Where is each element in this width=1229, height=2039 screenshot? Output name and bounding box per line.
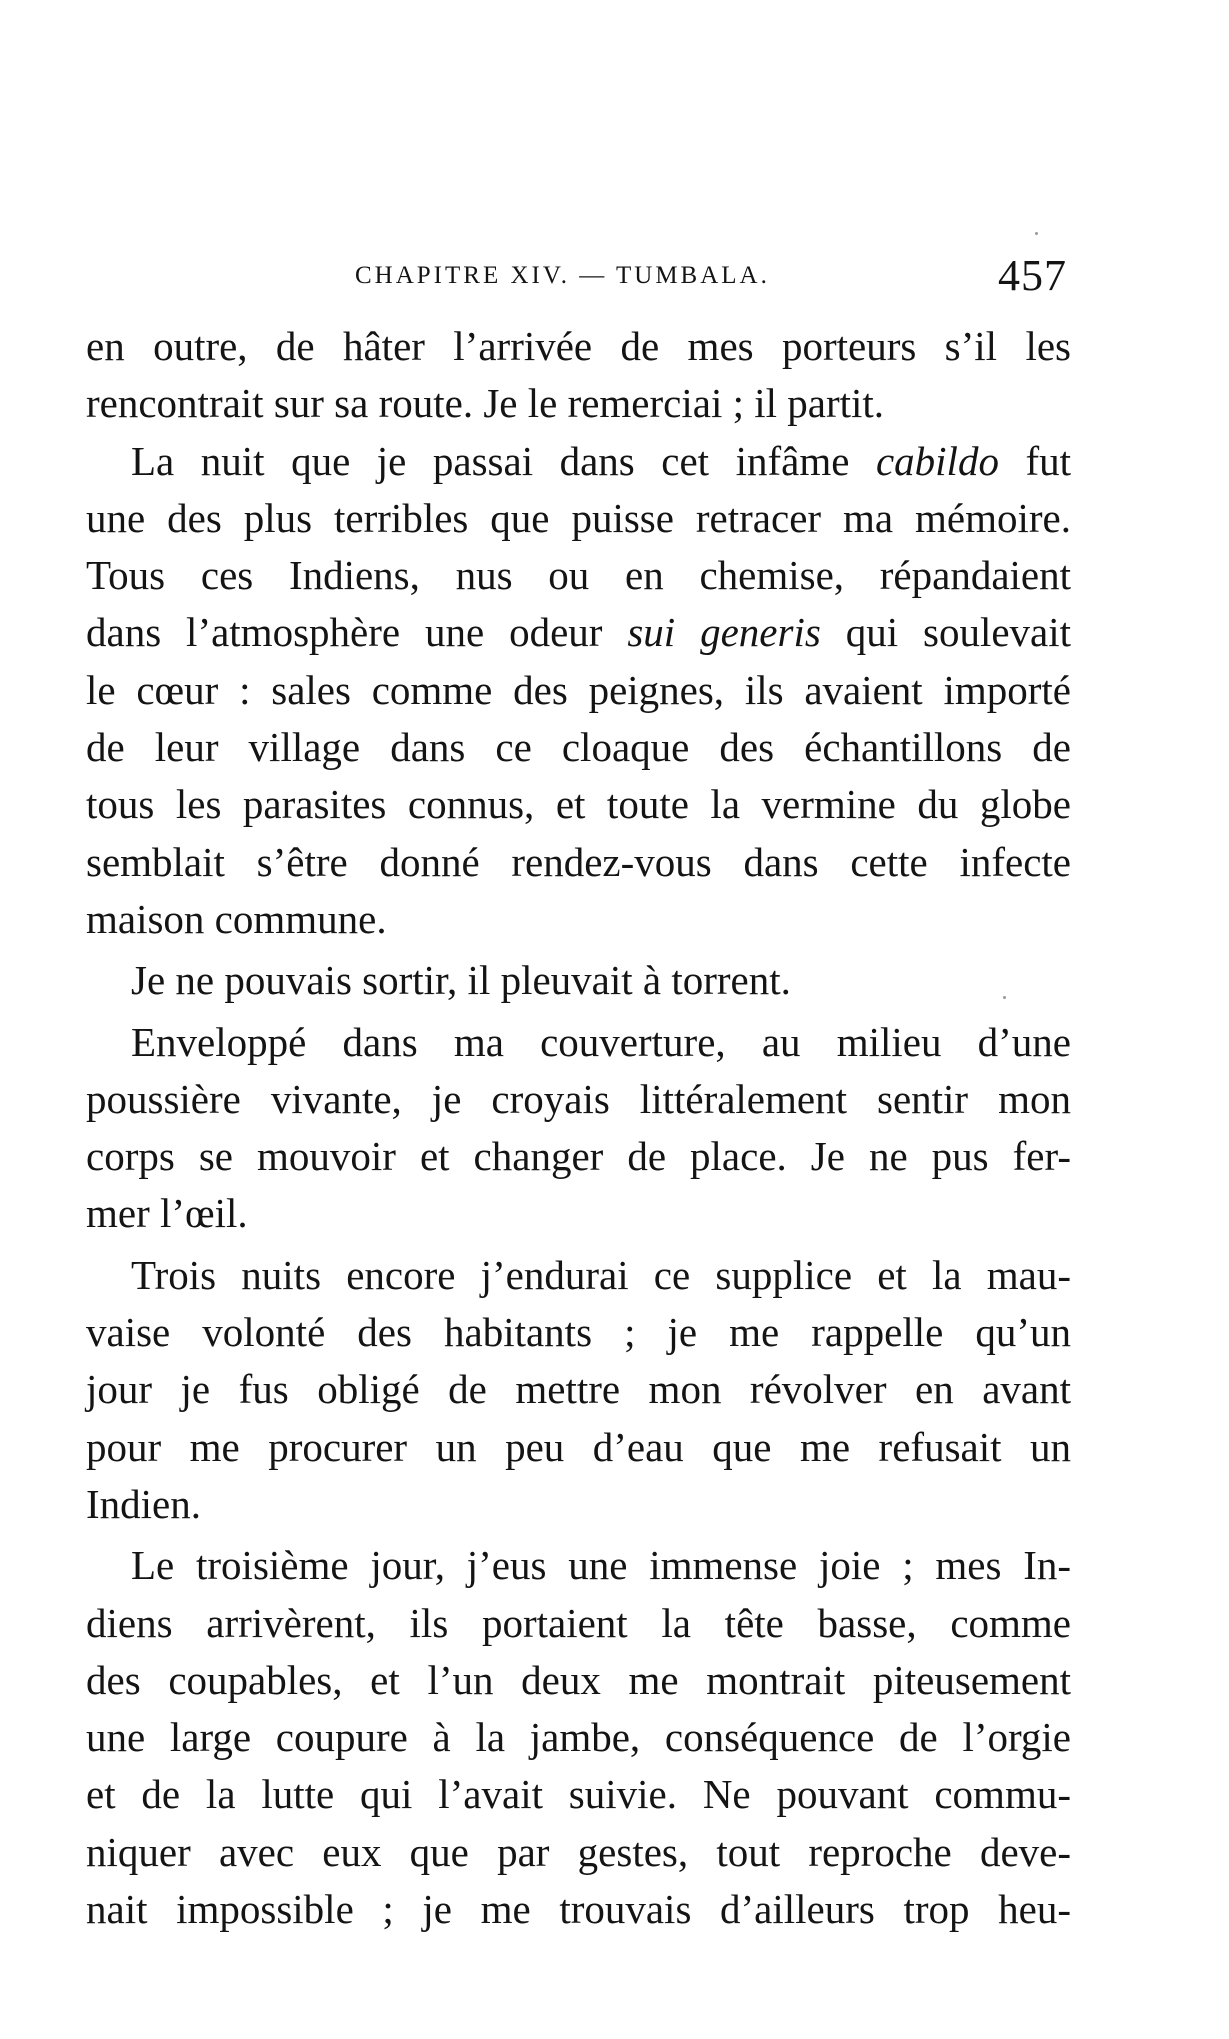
text-run: qui soulevait bbox=[845, 609, 1072, 656]
text-line: et de la lutte qui l’avait suivie. Ne pouvant commu- bbox=[86, 1771, 1071, 1818]
body-text bbox=[86, 318, 1071, 1938]
text-run: fut bbox=[1025, 437, 1072, 484]
text-line: nait impossible ; je me trouvais d’ailleurs trop heu- bbox=[86, 1886, 1071, 1933]
text-line: Tous ces Indiens, nus ou en chemise, répandaient bbox=[86, 552, 1071, 599]
text-line: des coupables, et l’un deux me montrait piteusement bbox=[86, 1656, 1071, 1703]
text-line: tous les parasites connus, et toute la vermine du globe bbox=[86, 781, 1071, 828]
page-number: 457 bbox=[998, 251, 1067, 300]
text-line: niquer avec eux que par gestes, tout reproche deve- bbox=[86, 1828, 1071, 1875]
text-line: une des plus terribles que puisse retracer ma mémoire. bbox=[86, 494, 1071, 541]
text-line: semblait s’être donné rendez-vous dans cette infecte bbox=[86, 838, 1071, 885]
running-head: CHAPITRE XIV. — TUMBALA. bbox=[355, 262, 770, 289]
text-line: poussière vivante, je croyais littéralement sentir mon bbox=[86, 1075, 1071, 1122]
text-line bbox=[86, 433, 1071, 490]
text-line: corps se mouvoir et changer de place. Je ne pus fer- bbox=[86, 1133, 1071, 1180]
text-line: Trois nuits encore j’endurai ce supplice et la mau- bbox=[131, 1251, 1071, 1298]
text-line: Le troisième jour, j’eus une immense joie ; mes In- bbox=[131, 1542, 1071, 1589]
text-run: La nuit que je passai dans cet infâme bbox=[131, 437, 850, 484]
text-line: une large coupure à la jambe, conséquence de l’orgie bbox=[86, 1714, 1071, 1761]
scan-speck bbox=[1003, 996, 1006, 999]
text-line: maison commune. bbox=[86, 895, 387, 942]
page-header bbox=[355, 251, 1075, 302]
text-line: de leur village dans ce cloaque des échantillons de bbox=[86, 724, 1071, 771]
scan-speck bbox=[1035, 232, 1038, 235]
text-line: diens arrivèrent, ils portaient la tête basse, comme bbox=[86, 1599, 1071, 1646]
text-line: jour je fus obligé de mettre mon révolver en avant bbox=[86, 1366, 1071, 1413]
text-line: vaise volonté des habitants ; je me rappelle qu’un bbox=[86, 1309, 1071, 1356]
italic-term: cabildo bbox=[875, 437, 999, 484]
text-line: le cœur : sales comme des peignes, ils avaient importé bbox=[86, 666, 1071, 713]
text-line: en outre, de hâter l’arrivée de mes porteurs s’il les bbox=[86, 323, 1071, 369]
text-run: dans l’atmosphère une odeur bbox=[86, 609, 603, 656]
italic-term: sui generis bbox=[627, 609, 821, 656]
text-line: Je ne pouvais sortir, il pleuvait à torrent. bbox=[131, 957, 791, 1004]
text-line: Indien. bbox=[86, 1480, 201, 1527]
text-line bbox=[86, 604, 1071, 661]
text-line: mer l’œil. bbox=[86, 1190, 248, 1237]
text-line: pour me procurer un peu d’eau que me refusait un bbox=[86, 1423, 1071, 1470]
text-line: Enveloppé dans ma couverture, au milieu d’une bbox=[131, 1018, 1071, 1065]
text-line: rencontrait sur sa route. Je le remerciai ; il partit. bbox=[86, 380, 885, 427]
